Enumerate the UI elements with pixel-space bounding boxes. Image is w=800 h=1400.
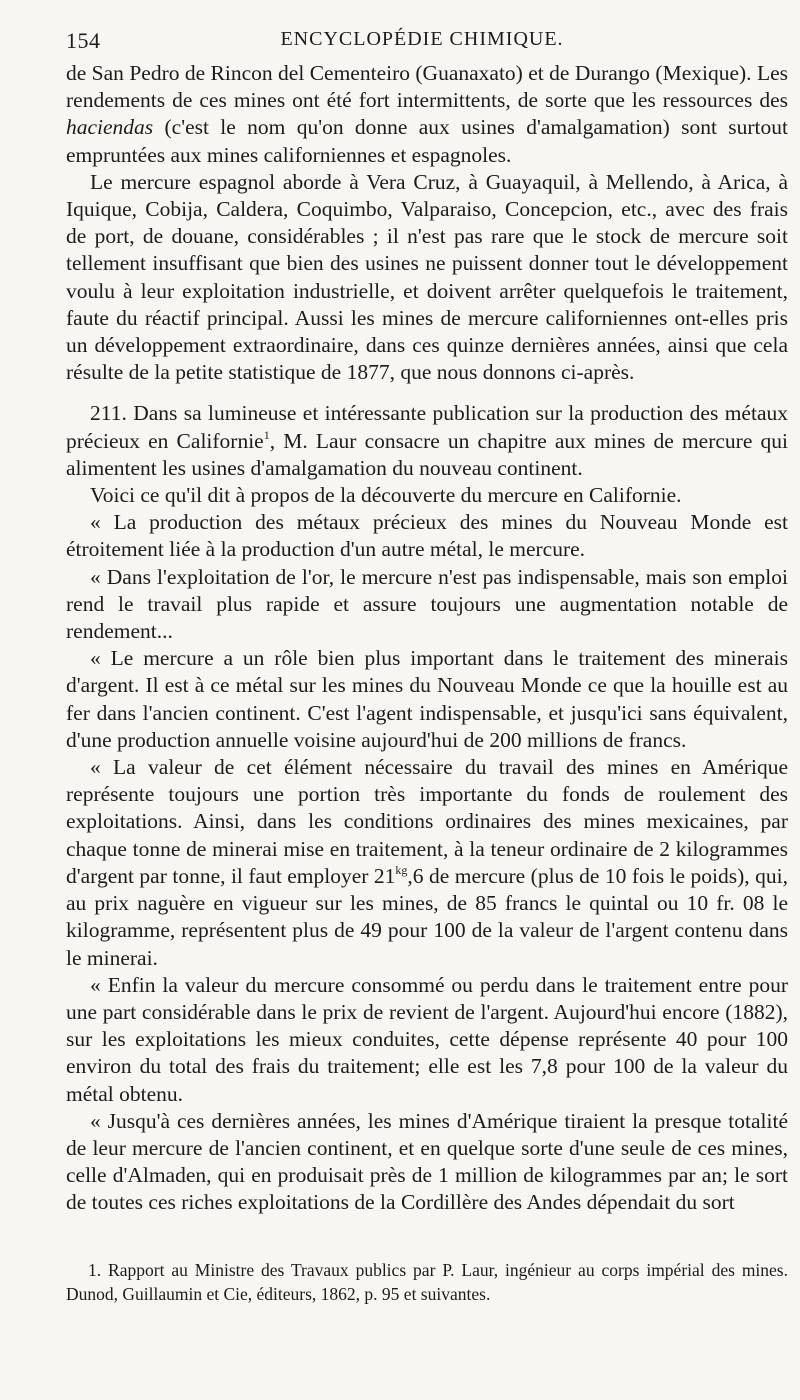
- page-number: 154: [66, 28, 101, 53]
- unit-superscript: kg: [395, 862, 408, 877]
- section-paragraph-211: 211. Dans sa lumineuse et intéressante publication sur la production des métaux précieux en Californie$^1$, M. Laur consacre un chapitre aux mines de mercure qui alimentent les usines d'amalgamation du nouveau continent.: [66, 401, 788, 480]
- quote-paragraph: « Jusqu'à ces dernières années, les mines d'Amérique tiraient la presque totalité de leur mercure de l'ancien continent, et en quelque sorte d'une seule de ces mines, celle d'Almaden, qui en produisait près de 1 million de kilogrammes par an; le sort de toutes ces riches exploitations de la Cordillère des Andes dépendait du sort: [66, 1108, 788, 1215]
- running-title: ENCYCLOPÉDIE CHIMIQUE.: [280, 28, 564, 50]
- page-header: [66, 28, 778, 54]
- body-text: [66, 60, 788, 1217]
- quote-paragraph: « La valeur de cet élément nécessaire du travail des mines en Amérique représente toujours une portion très importante du fonds de roulement des exploitations. Ainsi, dans les conditions ordinaires des mines mexicaines, par chaque tonne de minerai mise en traitement, à la teneur ordinaire de 2 kilogrammes d'argent par tonne, il faut employer $21^{kg},6$ de mercure (plus de 10 fois le poids), qui, au prix naguère en vigueur sur les mines, de 85 francs le quintal ou 10 fr. 08 le kilogramme, représentent plus de 49 pour 100 de la valeur de l'argent contenu dans le minerai.: [66, 755, 788, 970]
- footnote-text: 1. Rapport au Ministre des Travaux publics par P. Laur, ingénieur au corps impérial des mines. Dunod, Guillaumin et Cie, éditeurs, 1862, p. 95 et suivantes.: [66, 1260, 788, 1304]
- quote-paragraph: « La production des métaux précieux des mines du Nouveau Monde est étroitement liée à la production d'un autre métal, le mercure.: [66, 510, 788, 562]
- quote-paragraph: « Le mercure a un rôle bien plus important dans le traitement des minerais d'argent. Il est à ce métal sur les mines du Nouveau Monde ce que la houille est au fer dans l'ancien continent. C'est l'agent indispensable, et jusqu'ici sans équivalent, d'une production annuelle voisine aujourd'hui de 200 millions de francs.: [66, 646, 788, 752]
- paragraph-continuation: de San Pedro de Rincon del Cementeiro (Guanaxato) et de Durango (Mexique). Les rendements de ces mines ont été fort intermittents, de sorte que les ressources des haciendas (c'est le nom qu'on donne aux usines d'amalgamation) sont surtout empruntées aux mines californiennes et espagnoles.: [66, 61, 788, 167]
- quote-paragraph: « Dans l'exploitation de l'or, le mercure n'est pas indispensable, mais son emploi rend le travail plus rapide et assure toujours une augmentation notable de rendement...: [66, 564, 788, 644]
- footnote: [66, 1258, 788, 1306]
- footnote-reference: 1: [263, 427, 270, 442]
- paragraph: Le mercure espagnol aborde à Vera Cruz, à Guayaquil, à Mellendo, à Arica, à Iquique, Cobija, Caldera, Coquimbo, Valparaiso, Concepcion, etc., avec des frais de port, de douane, considérables ; il n'est pas rare que le stock de mercure soit tellement insuffisant que bien des usines ne puissent donner tout le développement voulu à leur exploitation industrielle, et doivent arrêter quelquefois le traitement, faute du réactif principal. Aussi les mines de mercure californiennes ont-elles pris un développement extraordinaire, dans ces quinze dernières années, ainsi que cela résulte de la petite statistique de 1877, que nous donnons ci-après.: [66, 169, 788, 385]
- paragraph: Voici ce qu'il dit à propos de la découverte du mercure en Californie.: [90, 483, 682, 508]
- quote-paragraph: « Enfin la valeur du mercure consommé ou perdu dans le traitement entre pour une part considérable dans le prix de revient de l'argent. Aujourd'hui encore (1882), sur les exploitations les mieux conduites, cette dépense représente 40 pour 100 environ du total des frais du traitement; elle est les 7,8 pour 100 de la valeur du métal obtenu.: [66, 972, 788, 1106]
- italic-term: haciendas: [66, 115, 154, 140]
